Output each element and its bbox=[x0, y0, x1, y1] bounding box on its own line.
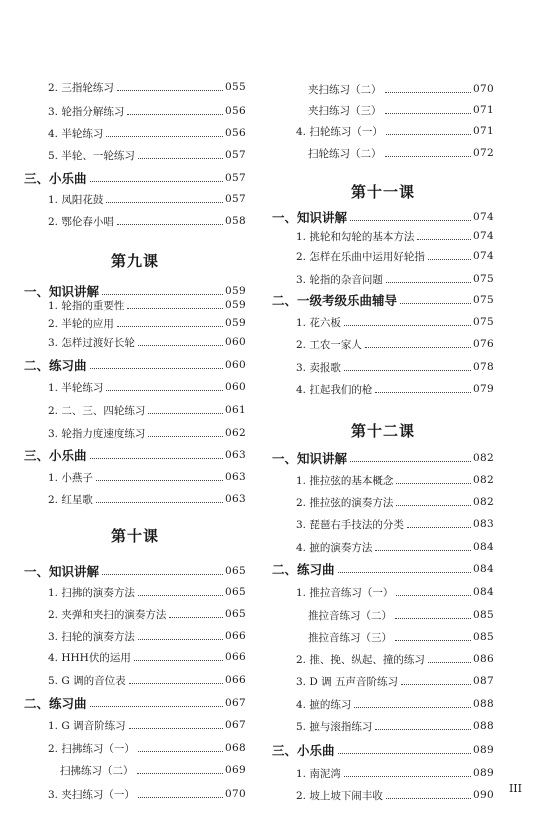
toc-entry-page: 071 bbox=[473, 104, 494, 116]
toc-entry-page: 055 bbox=[225, 81, 246, 93]
dot-leader bbox=[102, 574, 223, 575]
toc-entry-page: 088 bbox=[473, 720, 494, 732]
toc-entry-page: 057 bbox=[225, 149, 246, 161]
toc-entry-row bbox=[272, 695, 494, 713]
dot-leader bbox=[400, 303, 471, 304]
toc-entry-title: 1. 半轮练习 bbox=[48, 381, 104, 394]
toc-entry-title: 1. 扫拂的演奏方法 bbox=[48, 586, 135, 599]
toc-entry-row bbox=[24, 190, 246, 208]
toc-entry-page: 060 bbox=[225, 381, 246, 393]
dot-leader bbox=[169, 617, 223, 618]
dot-leader bbox=[129, 683, 223, 684]
toc-entry-page: 082 bbox=[473, 474, 494, 486]
toc-entry-title: 2. 三指轮练习 bbox=[48, 81, 114, 94]
toc-entry-page: 056 bbox=[225, 127, 246, 139]
toc-entry-row bbox=[24, 739, 246, 757]
toc-entry-row bbox=[272, 247, 494, 265]
dot-leader bbox=[96, 480, 223, 481]
dot-leader bbox=[129, 728, 223, 729]
toc-entry-row bbox=[272, 583, 494, 601]
toc-entry-title: 2. 红星歌 bbox=[48, 493, 93, 506]
toc-entry-row bbox=[272, 717, 494, 735]
toc-entry-page: 084 bbox=[473, 586, 494, 598]
toc-entry-page: 066 bbox=[225, 651, 246, 663]
dot-leader bbox=[127, 114, 223, 115]
toc-entry-row bbox=[24, 583, 246, 601]
toc-entry-title: 3. 轮指力度速度练习 bbox=[48, 427, 146, 440]
dot-leader bbox=[90, 368, 224, 369]
toc-entry-title: 2. 坡上坡下闹丰收 bbox=[296, 789, 383, 802]
toc-entry-page: 060 bbox=[225, 359, 246, 371]
toc-entry-title: 二、练习曲 bbox=[24, 358, 87, 373]
toc-entry-row bbox=[272, 358, 494, 376]
toc-entry-row bbox=[24, 212, 246, 230]
dot-leader bbox=[138, 639, 223, 640]
dot-leader bbox=[375, 729, 471, 730]
dot-leader bbox=[148, 413, 223, 414]
dot-leader bbox=[117, 326, 223, 327]
toc-entry-row bbox=[24, 648, 246, 666]
toc-entry-title: 5. 摭与滚指练习 bbox=[296, 720, 373, 733]
toc-entry-row bbox=[24, 378, 246, 396]
toc-entry-page: 066 bbox=[225, 630, 246, 642]
toc-entry-row bbox=[24, 761, 246, 779]
dot-leader bbox=[117, 90, 223, 91]
toc-entry-page: 059 bbox=[225, 317, 246, 329]
toc-entry-page: 075 bbox=[473, 316, 494, 328]
toc-entry-title: 夹扫练习（三） bbox=[308, 104, 382, 117]
toc-entry-page: 086 bbox=[473, 653, 494, 665]
dot-leader bbox=[90, 706, 224, 707]
toc-entry-row bbox=[272, 606, 494, 624]
toc-entry-row bbox=[24, 424, 246, 442]
dot-leader bbox=[138, 797, 223, 798]
dot-leader bbox=[386, 134, 471, 135]
toc-entry-title: 4. 摭的演奏方法 bbox=[296, 541, 373, 554]
toc-entry-title: 3. D 调 五声音阶练习 bbox=[296, 675, 398, 688]
toc-entry-page: 057 bbox=[225, 193, 246, 205]
dot-leader bbox=[344, 325, 471, 326]
toc-entry-page: 063 bbox=[225, 449, 246, 461]
toc-entry-title: 1. 凤阳花鼓 bbox=[48, 193, 104, 206]
toc-entry-title: 1. 南泥湾 bbox=[296, 767, 341, 780]
toc-entry-page: 085 bbox=[473, 631, 494, 643]
dot-leader bbox=[385, 156, 472, 157]
toc-entry-title: 2. 扫拂练习（一） bbox=[48, 742, 135, 755]
toc-entry-row bbox=[272, 270, 494, 288]
toc-entry-title: 3. 扫轮的演奏方法 bbox=[48, 630, 135, 643]
dot-leader bbox=[90, 181, 224, 182]
dot-leader bbox=[138, 751, 223, 752]
page-number: III bbox=[508, 782, 522, 795]
toc-entry-title: 4. 扫轮练习（一） bbox=[296, 125, 383, 138]
toc-entry-page: 067 bbox=[225, 697, 246, 709]
toc-entry-row bbox=[24, 605, 246, 623]
toc-entry-page: 063 bbox=[225, 471, 246, 483]
toc-entry-title: 1. 花六板 bbox=[296, 316, 341, 329]
toc-entry-page: 082 bbox=[473, 496, 494, 508]
toc-entry-page: 066 bbox=[225, 674, 246, 686]
toc-entry-title: 3. 轮指分解练习 bbox=[48, 105, 125, 118]
dot-leader bbox=[344, 370, 471, 371]
toc-entry-row bbox=[24, 627, 246, 645]
toc-entry-page: 060 bbox=[225, 336, 246, 348]
dot-leader bbox=[365, 347, 471, 348]
lesson-title: 第十二课 bbox=[350, 422, 415, 440]
toc-entry-row bbox=[272, 122, 494, 140]
toc-entry-page: 085 bbox=[473, 609, 494, 621]
toc-section-row bbox=[24, 694, 246, 712]
toc-entry-page: 059 bbox=[225, 285, 246, 297]
toc-entry-page: 074 bbox=[473, 211, 494, 223]
lesson-title: 第十课 bbox=[110, 527, 159, 545]
dot-leader bbox=[338, 753, 472, 754]
toc-entry-title: 4. 摭的练习 bbox=[296, 698, 352, 711]
toc-entry-row bbox=[272, 471, 494, 489]
toc-entry-row bbox=[24, 785, 246, 803]
dot-leader bbox=[106, 202, 223, 203]
toc-entry-page: 058 bbox=[225, 215, 246, 227]
toc-entry-page: 087 bbox=[473, 675, 494, 687]
dot-leader bbox=[385, 92, 472, 93]
toc-entry-page: 075 bbox=[473, 294, 494, 306]
dot-leader bbox=[127, 308, 223, 309]
toc-entry-page: 059 bbox=[225, 299, 246, 311]
toc-entry-title: 三、小乐曲 bbox=[272, 743, 335, 758]
toc-entry-page: 075 bbox=[473, 273, 494, 285]
dot-leader bbox=[395, 640, 471, 641]
toc-entry-title: 2. 二、三、四轮练习 bbox=[48, 404, 146, 417]
toc-entry-title: 1. 挑轮和勾轮的基本方法 bbox=[296, 230, 415, 243]
toc-entry-page: 069 bbox=[225, 764, 246, 776]
toc-entry-row bbox=[272, 227, 494, 245]
dot-leader bbox=[354, 707, 471, 708]
toc-entry-row bbox=[272, 764, 494, 782]
toc-entry-title: 2. 推拉弦的演奏方法 bbox=[296, 496, 394, 509]
toc-entry-title: 2. 夹弹和夹扫的演奏方法 bbox=[48, 608, 167, 621]
toc-entry-row bbox=[272, 80, 494, 98]
dot-leader bbox=[106, 390, 223, 391]
toc-entry-title: 1. 小燕子 bbox=[48, 471, 93, 484]
toc-entry-row bbox=[24, 468, 246, 486]
toc-entry-title: 夹扫练习（二） bbox=[308, 83, 382, 96]
toc-entry-title: 一、知识讲解 bbox=[272, 210, 348, 225]
dot-leader bbox=[375, 392, 471, 393]
dot-leader bbox=[138, 158, 223, 159]
toc-entry-page: 062 bbox=[225, 427, 246, 439]
dot-leader bbox=[96, 502, 223, 503]
dot-leader bbox=[396, 595, 471, 596]
toc-entry-title: 三、小乐曲 bbox=[24, 448, 87, 463]
toc-entry-page: 067 bbox=[225, 719, 246, 731]
toc-entry-page: 082 bbox=[473, 452, 494, 464]
toc-entry-row bbox=[24, 333, 246, 351]
toc-entry-row bbox=[24, 102, 246, 120]
toc-entry-page: 088 bbox=[473, 698, 494, 710]
toc-entry-row bbox=[272, 335, 494, 353]
toc-entry-title: 二、练习曲 bbox=[24, 696, 87, 711]
toc-entry-title: 一、知识讲解 bbox=[24, 564, 100, 579]
toc-entry-title: 2. 怎样在乐曲中运用好轮指 bbox=[296, 250, 425, 263]
toc-section-row bbox=[272, 291, 494, 309]
toc-entry-page: 068 bbox=[225, 742, 246, 754]
toc-entry-title: 推拉音练习（三） bbox=[308, 631, 392, 644]
toc-entry-title: 2. 推、挽、纵起、撞的练习 bbox=[296, 653, 425, 666]
toc-entry-row bbox=[272, 380, 494, 398]
dot-leader bbox=[350, 220, 471, 221]
toc-entry-row bbox=[272, 493, 494, 511]
toc-entry-page: 057 bbox=[225, 172, 246, 184]
toc-entry-row bbox=[24, 314, 246, 332]
toc-entry-page: 056 bbox=[225, 105, 246, 117]
toc-entry-title: 3. 夹扫练习（一） bbox=[48, 788, 135, 801]
toc-entry-row bbox=[24, 146, 246, 164]
toc-entry-row bbox=[24, 716, 246, 734]
toc-entry-page: 070 bbox=[225, 788, 246, 800]
toc-entry-title: 1. 轮指的重要性 bbox=[48, 299, 125, 312]
dot-leader bbox=[148, 436, 223, 437]
toc-entry-title: 一、知识讲解 bbox=[24, 284, 100, 299]
dot-leader bbox=[428, 662, 471, 663]
toc-entry-row bbox=[272, 786, 494, 804]
toc-entry-title: 2. 工农一家人 bbox=[296, 338, 362, 351]
toc-entry-title: 4. 扛起我们的枪 bbox=[296, 383, 373, 396]
toc-entry-page: 065 bbox=[225, 586, 246, 598]
toc-entry-page: 070 bbox=[473, 83, 494, 95]
dot-leader bbox=[396, 483, 471, 484]
dot-leader bbox=[395, 618, 471, 619]
toc-entry-title: 3. 卖报歌 bbox=[296, 361, 341, 374]
toc-entry-page: 072 bbox=[473, 147, 494, 159]
toc-entry-page: 089 bbox=[473, 744, 494, 756]
dot-leader bbox=[138, 595, 223, 596]
dot-leader bbox=[417, 239, 471, 240]
lesson-title: 第九课 bbox=[110, 252, 159, 270]
dot-leader bbox=[401, 684, 471, 685]
dot-leader bbox=[350, 461, 471, 462]
dot-leader bbox=[137, 773, 224, 774]
toc-entry-row bbox=[272, 628, 494, 646]
toc-entry-title: 3. 轮指的杂音问题 bbox=[296, 273, 383, 286]
toc-section-row bbox=[24, 446, 246, 464]
toc-entry-page: 083 bbox=[473, 518, 494, 530]
toc-entry-title: 1. 推拉音练习（一） bbox=[296, 586, 394, 599]
toc-entry-title: 1. G 调音阶练习 bbox=[48, 719, 126, 732]
lesson-title: 第十一课 bbox=[350, 183, 415, 201]
dot-leader bbox=[90, 458, 224, 459]
toc-section-row bbox=[272, 208, 494, 226]
toc-entry-page: 071 bbox=[473, 125, 494, 137]
dot-leader bbox=[428, 259, 471, 260]
toc-entry-row bbox=[24, 124, 246, 142]
dot-leader bbox=[117, 224, 223, 225]
toc-entry-page: 074 bbox=[473, 250, 494, 262]
toc-entry-row bbox=[24, 296, 246, 314]
dot-leader bbox=[386, 798, 471, 799]
toc-entry-page: 079 bbox=[473, 383, 494, 395]
toc-entry-row bbox=[272, 101, 494, 119]
toc-entry-title: 三、小乐曲 bbox=[24, 171, 87, 186]
toc-entry-title: 二、练习曲 bbox=[272, 562, 335, 577]
toc-section-row bbox=[24, 169, 246, 187]
toc-entry-page: 084 bbox=[473, 541, 494, 553]
dot-leader bbox=[138, 345, 223, 346]
toc-entry-row bbox=[272, 672, 494, 690]
toc-entry-page: 090 bbox=[473, 789, 494, 801]
toc-entry-row bbox=[272, 538, 494, 556]
toc-entry-title: 3. 琵琶右手技法的分类 bbox=[296, 518, 404, 531]
toc-entry-row bbox=[24, 401, 246, 419]
dot-leader bbox=[407, 527, 471, 528]
toc-entry-page: 061 bbox=[225, 404, 246, 416]
dot-leader bbox=[134, 660, 223, 661]
toc-section-row bbox=[24, 356, 246, 374]
dot-leader bbox=[396, 505, 471, 506]
toc-entry-page: 065 bbox=[225, 608, 246, 620]
toc-entry-title: 4. 半轮练习 bbox=[48, 127, 104, 140]
toc-entry-row bbox=[24, 671, 246, 689]
toc-section-row bbox=[24, 562, 246, 580]
toc-entry-title: 一、知识讲解 bbox=[272, 451, 348, 466]
dot-leader bbox=[386, 282, 471, 283]
toc-entry-page: 084 bbox=[473, 563, 494, 575]
toc-entry-row bbox=[272, 515, 494, 533]
toc-entry-title: 2. 鄂伦春小唱 bbox=[48, 215, 114, 228]
dot-leader bbox=[344, 776, 471, 777]
toc-entry-title: 二、一级考级乐曲辅导 bbox=[272, 293, 398, 308]
toc-entry-title: 推拉音练习（二） bbox=[308, 609, 392, 622]
toc-entry-title: 扫拂练习（二） bbox=[60, 764, 134, 777]
toc-section-row bbox=[272, 741, 494, 759]
toc-entry-page: 063 bbox=[225, 493, 246, 505]
dot-leader bbox=[102, 294, 223, 295]
toc-section-row bbox=[272, 449, 494, 467]
toc-entry-row bbox=[24, 78, 246, 96]
toc-entry-page: 065 bbox=[225, 565, 246, 577]
toc-entry-title: 扫轮练习（二） bbox=[308, 147, 382, 160]
toc-section-row bbox=[272, 560, 494, 578]
toc-entry-page: 076 bbox=[473, 338, 494, 350]
toc-entry-row bbox=[272, 144, 494, 162]
dot-leader bbox=[385, 113, 472, 114]
toc-entry-page: 089 bbox=[473, 767, 494, 779]
toc-entry-row bbox=[272, 313, 494, 331]
dot-leader bbox=[375, 550, 471, 551]
toc-entry-title: 2. 半轮的应用 bbox=[48, 317, 114, 330]
toc-entry-row bbox=[272, 650, 494, 668]
toc-entry-title: 3. 怎样过渡好长轮 bbox=[48, 336, 135, 349]
toc-entry-page: 078 bbox=[473, 361, 494, 373]
toc-entry-row bbox=[24, 490, 246, 508]
toc-entry-title: 5. 半轮、一轮练习 bbox=[48, 149, 135, 162]
toc-entry-page: 074 bbox=[473, 230, 494, 242]
toc-entry-title: 4. HHH伏的运用 bbox=[48, 651, 131, 664]
dot-leader bbox=[338, 572, 472, 573]
toc-entry-title: 1. 推拉弦的基本概念 bbox=[296, 474, 394, 487]
toc-entry-title: 5. G 调的音位表 bbox=[48, 674, 126, 687]
dot-leader bbox=[106, 136, 223, 137]
